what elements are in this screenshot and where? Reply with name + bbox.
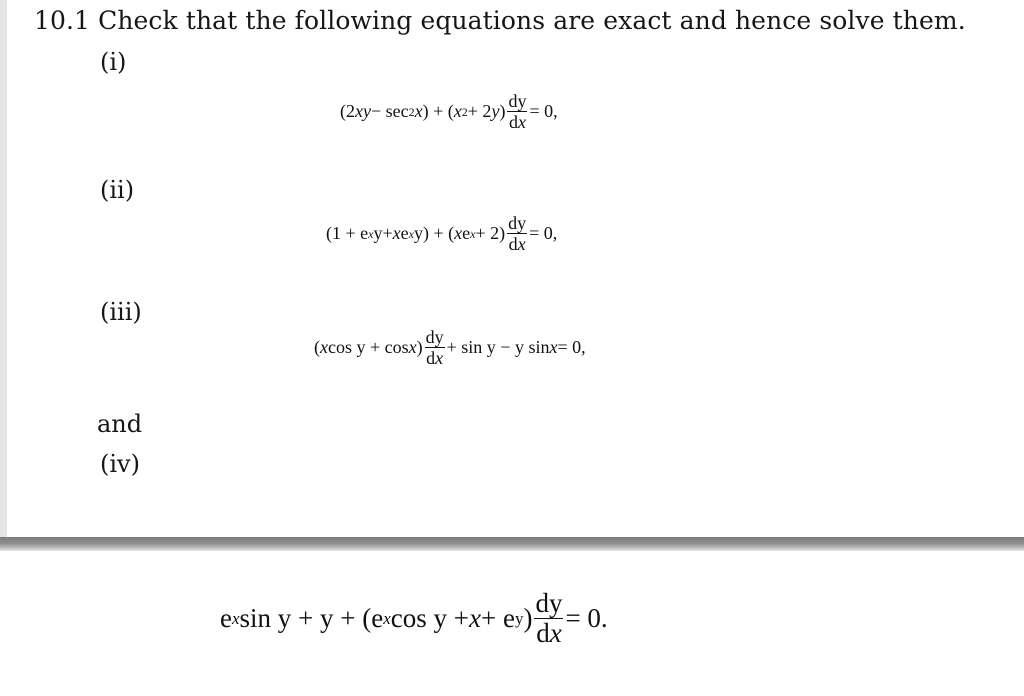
image-separator — [0, 537, 1024, 551]
eq-iii-term: + sin y − y sin — [446, 337, 550, 357]
eq-ii-var: x — [454, 223, 463, 243]
eq-iv-den-d: d — [536, 618, 550, 648]
eq-iv-rhs: = 0. — [565, 603, 608, 633]
eq-i-var: x — [355, 101, 363, 121]
eq-iii-denominator — [426, 348, 443, 367]
eq-ii-term: y — [373, 223, 383, 243]
eq-ii-term: y — [413, 223, 423, 243]
eq-ii-numerator: dy — [508, 213, 527, 233]
equation-iv: e x sin y + y + (e x cos y + x + e y ) $\frac{dy}{dx}$ = 0. — [220, 588, 608, 648]
eq-i-term: (2 — [340, 101, 355, 121]
eq-ii-rhs: = 0, — [529, 223, 558, 243]
eq-iv-denominator — [536, 619, 561, 647]
eq-ii-term: ) + ( — [422, 223, 455, 243]
eq-iii-var: x — [408, 337, 417, 357]
eq-ii-term: + 2) — [475, 223, 506, 243]
eq-iv-term: e — [220, 603, 232, 633]
equation-i: (2 x y − sec 2 x ) + ( x 2 + 2 y ) $\frac{dy}{dx}$ = 0, — [340, 91, 558, 132]
eq-iii-derivative — [425, 328, 445, 367]
eq-i-var: x — [414, 101, 423, 121]
eq-i-term: − sec — [371, 101, 409, 121]
part-label-iv: (iv) — [100, 450, 140, 478]
eq-i-var: x — [453, 101, 462, 121]
eq-iii-den-x: x — [435, 348, 444, 368]
eq-iii-term: ) — [416, 337, 423, 357]
problem-title: 10.1 Check that the following equations are exact and hence solve them. — [34, 6, 966, 35]
part-label-i: (i) — [100, 48, 127, 76]
eq-ii-derivative — [507, 214, 527, 253]
eq-ii-term: e — [400, 223, 409, 243]
eq-i-derivative — [507, 92, 527, 131]
eq-i-denominator — [509, 112, 526, 131]
eq-i-var: y — [363, 101, 371, 121]
eq-iii-numerator: dy — [425, 327, 444, 347]
eq-ii-term: + — [382, 223, 393, 243]
eq-ii-denominator — [509, 234, 526, 253]
part-label-iii: (iii) — [100, 298, 142, 326]
eq-iv-term: ) — [523, 603, 533, 633]
eq-iii-term: cos y + cos — [328, 337, 409, 357]
eq-i-den-x: x — [517, 112, 526, 132]
eq-i-numerator: dy — [508, 91, 527, 111]
eq-iv-var: x — [469, 603, 481, 633]
eq-ii-term: (1 + e — [326, 223, 369, 243]
eq-ii-term: e — [462, 223, 471, 243]
eq-ii-var: x — [392, 223, 401, 243]
eq-i-term: ) — [499, 101, 506, 121]
eq-iv-derivative — [534, 590, 563, 647]
eq-iv-term: sin y + y + (e — [239, 603, 384, 633]
eq-i-den-d: d — [508, 112, 518, 132]
eq-i-term: ) + ( — [422, 101, 454, 121]
eq-iv-den-x: x — [549, 618, 562, 648]
eq-ii-den-x: x — [517, 234, 526, 254]
eq-iii-term: ( — [314, 337, 320, 357]
part-label-ii: (ii) — [100, 176, 135, 204]
and-text: and — [97, 410, 143, 438]
equation-ii: (1 + e x y + x e x y ) + ( x e x + 2) $\frac{dy}{dx}$ = 0, — [326, 213, 558, 254]
eq-iv-term: cos y + — [390, 603, 469, 633]
eq-iv-term: + e — [480, 603, 515, 633]
eq-iv-numerator: dy — [535, 588, 563, 618]
eq-iii-var: x — [549, 337, 558, 357]
eq-i-rhs: = 0, — [529, 101, 558, 121]
eq-ii-den-d: d — [508, 234, 518, 254]
card-left-border — [0, 0, 7, 537]
equation-iii — [314, 328, 586, 367]
eq-iii-den-d: d — [426, 348, 436, 368]
eq-iii-var: x — [320, 337, 328, 357]
eq-iii-rhs: = 0, — [557, 337, 586, 357]
eq-i-var: y — [491, 101, 500, 121]
eq-i-term: + 2 — [467, 101, 492, 121]
